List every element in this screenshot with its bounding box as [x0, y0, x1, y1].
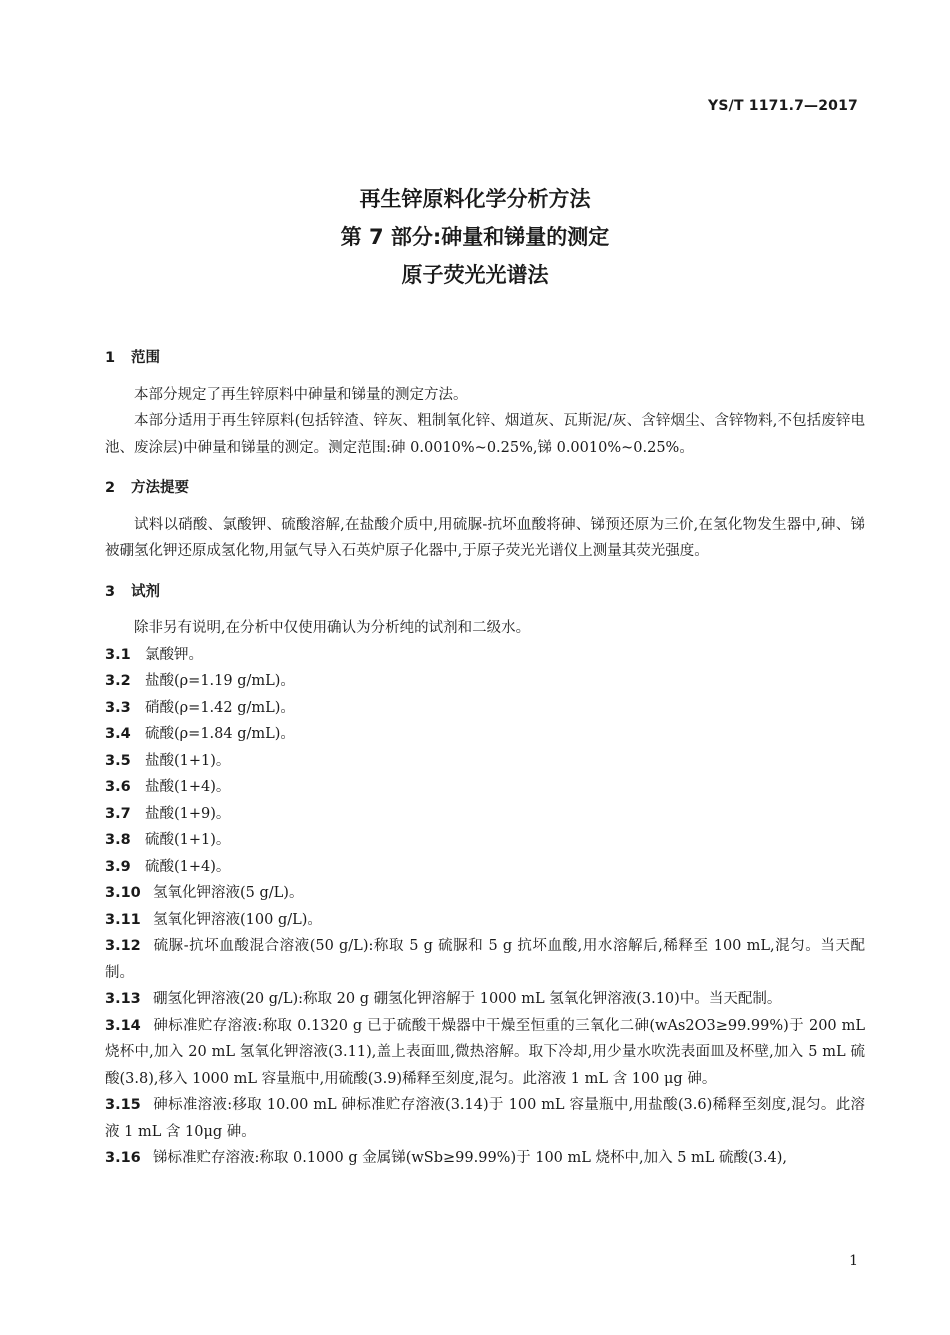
page-number: 1: [849, 1253, 858, 1269]
item-number: 3.8: [105, 832, 131, 848]
document-title: [0, 180, 950, 294]
item-text: 盐酸(1+1)。: [145, 752, 231, 769]
section-heading-reagents: [105, 579, 865, 606]
section-number: 3: [105, 583, 116, 600]
title-line-2: 第 7 部分:砷量和锑量的测定: [340, 225, 610, 249]
reagent-item: [105, 1145, 865, 1172]
item-number: 3.5: [105, 752, 131, 769]
item-text: 氢氧化钾溶液(5 g/L)。: [153, 885, 304, 901]
section-number: 2: [105, 480, 116, 496]
item-number: 3.12: [105, 938, 141, 954]
reagent-item: [105, 1013, 865, 1093]
reagent-item: [105, 721, 865, 748]
item-text: 硝酸(ρ=1.42 g/mL)。: [145, 699, 295, 716]
reagent-item: [105, 907, 865, 934]
section-heading-principle: [105, 475, 865, 502]
item-number: 3.2: [105, 673, 131, 689]
item-text: 盐酸(1+4)。: [145, 779, 231, 795]
standard-code: YS/T 1171.7—2017: [708, 98, 858, 114]
reagent-item: [105, 642, 865, 669]
item-text: 硫酸(1+1)。: [145, 832, 231, 848]
item-number: 3.16: [105, 1150, 141, 1166]
document-body: [105, 345, 865, 1172]
paragraph: 除非另有说明,在分析中仅使用确认为分析纯的试剂和二级水。: [134, 620, 531, 636]
item-text: 氯酸钾。: [145, 646, 203, 663]
item-text: 硫酸(1+4)。: [145, 858, 231, 875]
item-text: 锑标准贮存溶液:称取 0.1000 g 金属锑(wSb≥99.99%)于 100 mL 烧杯中,加入 5 mL 硫酸(3.4),: [153, 1150, 788, 1166]
item-number: 3.15: [105, 1097, 141, 1113]
item-text: 盐酸(ρ=1.19 g/mL)。: [145, 673, 295, 689]
paragraph: 本部分适用于再生锌原料(包括锌渣、锌灰、粗制氧化锌、烟道灰、瓦斯泥/灰、含锌烟尘、含锌物料,不包括废锌电池、废涂层)中砷量和锑量的测定。测定范围:砷 0.0010%~0.25%,锑 0.0010%~0.25%。: [105, 413, 865, 456]
reagent-item: [105, 880, 865, 907]
reagent-item: [105, 933, 865, 986]
section-title: 方法提要: [131, 480, 189, 496]
item-number: 3.4: [105, 726, 131, 742]
item-number: 3.6: [105, 779, 131, 795]
reagent-item: [105, 1092, 865, 1145]
item-text: 硫脲-抗坏血酸混合溶液(50 g/L):称取 5 g 硫脲和 5 g 抗坏血酸,用水溶解后,稀释至 100 mL,混匀。当天配制。: [105, 938, 865, 981]
item-number: 3.3: [105, 699, 131, 716]
reagent-item: [105, 695, 865, 722]
item-text: 砷标准贮存溶液:称取 0.1320 g 已于硫酸干燥器中干燥至恒重的三氧化二砷(wAs2O3≥99.99%)于 200 mL 烧杯中,加入 20 mL 氢氧化钾溶液(3.11),盖上表面皿,微热溶解。取下冷却,用少量水吹洗表面皿及杯壁,加入 5 mL 硫酸(3.8),移入 1000 mL 容量瓶中,用硫酸(3.9)稀释至刻度,混匀。此溶液 1 mL 含 100 μg 砷。: [105, 1017, 865, 1087]
item-number: 3.7: [105, 805, 131, 822]
reagent-item: [105, 774, 865, 801]
item-text: 砷标准溶液:移取 10.00 mL 砷标准贮存溶液(3.14)于 100 mL 容量瓶中,用盐酸(3.6)稀释至刻度,混匀。此溶液 1 mL 含 10μg 砷。: [105, 1097, 865, 1140]
section-title: 试剂: [131, 583, 160, 600]
title-line-1: 再生锌原料化学分析方法: [359, 187, 591, 211]
item-number: 3.10: [105, 885, 141, 901]
section-number: 1: [105, 350, 116, 366]
item-text: 氢氧化钾溶液(100 g/L)。: [153, 911, 322, 928]
paragraph: 试料以硝酸、氯酸钾、硫酸溶解,在盐酸介质中,用硫脲-抗坏血酸将砷、锑预还原为三价,在氢化物发生器中,砷、锑被硼氢化钾还原成氢化物,用氩气导入石英炉原子化器中,于原子荧光光谱仪上测量其荧光强度。: [105, 516, 865, 559]
reagent-item: [105, 827, 865, 854]
reagent-item: [105, 668, 865, 695]
reagent-item: [105, 748, 865, 775]
item-number: 3.14: [105, 1017, 141, 1034]
title-line-3: 原子荧光光谱法: [401, 263, 549, 287]
paragraph: 本部分规定了再生锌原料中砷量和锑量的测定方法。: [134, 386, 468, 403]
item-text: 硫酸(ρ=1.84 g/mL)。: [145, 726, 295, 742]
section-heading-scope: [105, 345, 865, 372]
item-text: 盐酸(1+9)。: [145, 805, 231, 822]
item-number: 3.1: [105, 646, 131, 663]
item-number: 3.11: [105, 911, 141, 928]
item-number: 3.9: [105, 858, 131, 875]
item-text: 硼氢化钾溶液(20 g/L):称取 20 g 硼氢化钾溶解于 1000 mL 氢氧化钾溶液(3.10)中。当天配制。: [153, 991, 782, 1007]
reagent-item: [105, 801, 865, 828]
reagent-item: [105, 854, 865, 881]
item-number: 3.13: [105, 991, 141, 1007]
section-title: 范围: [131, 350, 160, 366]
reagent-item: [105, 986, 865, 1013]
